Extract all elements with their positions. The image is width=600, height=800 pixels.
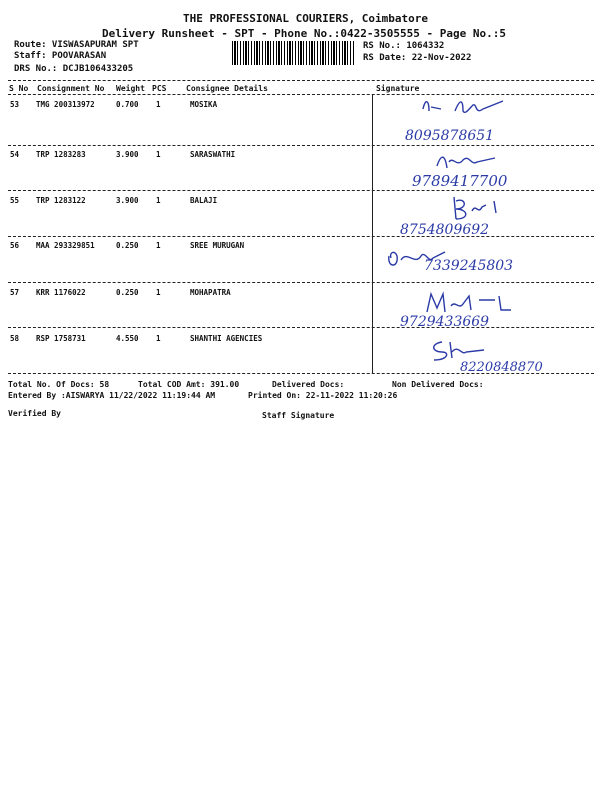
row-sno: 53 (10, 100, 20, 109)
row-sno: 56 (10, 241, 20, 250)
row-weight: 0.250 (116, 288, 139, 297)
row-sno: 54 (10, 150, 20, 159)
barcode (232, 41, 354, 65)
staff-signature: Staff Signature (262, 411, 335, 420)
row-weight: 4.550 (116, 334, 139, 343)
row-separator (8, 282, 594, 283)
header-top-rule (8, 80, 594, 81)
handwritten-signature (415, 95, 505, 123)
row-pcs: 1 (156, 100, 161, 109)
row-weight: 0.700 (116, 100, 139, 109)
handwritten-signature (448, 195, 528, 221)
row-separator (8, 145, 594, 146)
handwritten-phone: 7339245803 (424, 258, 514, 274)
entered-by: Entered By :AISWARYA 11/22/2022 11:19:44 AM (8, 391, 216, 400)
handwritten-phone: 9789417700 (412, 172, 508, 190)
row-pcs: 1 (156, 288, 161, 297)
row-consignee: MOSIKA (190, 100, 218, 109)
total-cod: Total COD Amt: 391.00 (138, 380, 240, 389)
row-pcs: 1 (156, 334, 161, 343)
handwritten-phone: 9729433669 (400, 314, 490, 330)
drs-number: DRS No.: DCJB106433205 (14, 64, 134, 74)
row-pcs: 1 (156, 241, 161, 250)
row-consignment: KRR 1176022 (36, 288, 86, 297)
handwritten-signature (435, 150, 525, 174)
row-consignment: TRP 1283283 (36, 150, 86, 159)
handwritten-signature (428, 338, 488, 362)
col-signature: Signature (376, 84, 420, 93)
runsheet-subtitle: Delivery Runsheet - SPT - Phone No.:0422-3505555 - Page No.:5 (102, 27, 506, 40)
row-sno: 55 (10, 196, 20, 205)
company-title: THE PROFESSIONAL COURIERS, Coimbatore (183, 12, 429, 25)
handwritten-signature (425, 290, 525, 314)
row-consignment: MAA 293329851 (36, 241, 95, 250)
row-sno: 57 (10, 288, 20, 297)
total-docs: Total No. Of Docs: 58 (8, 380, 110, 389)
col-sno: S No (9, 84, 29, 93)
row-consignee: SREE MURUGAN (190, 241, 245, 250)
row-consignee: MOHAPATRA (190, 288, 231, 297)
handwritten-phone: 8220848870 (460, 360, 543, 375)
row-consignment: TRP 1283122 (36, 196, 86, 205)
row-consignee: BALAJI (190, 196, 218, 205)
row-pcs: 1 (156, 150, 161, 159)
printed-on: Printed On: 22-11-2022 11:20:26 (248, 391, 398, 400)
staff-text: Staff: POOVARASAN (14, 51, 107, 61)
row-weight: 0.250 (116, 241, 139, 250)
row-separator (8, 327, 594, 328)
row-pcs: 1 (156, 196, 161, 205)
row-separator (8, 190, 594, 191)
non-delivered-docs: Non Delivered Docs: (392, 380, 484, 389)
row-consignment: RSP 1758731 (36, 334, 86, 343)
row-sno: 58 (10, 334, 20, 343)
col-consignee: Consignee Details (186, 84, 268, 93)
row-consignment: TMG 200313972 (36, 100, 95, 109)
col-pcs: PCS (152, 84, 167, 93)
handwritten-phone: 8754809692 (400, 222, 490, 238)
row-weight: 3.900 (116, 196, 139, 205)
route-text: Route: VISWASAPURAM SPT (14, 40, 139, 50)
rs-number: RS No.: 1064332 (363, 41, 445, 51)
col-consignment: Consignment No (37, 84, 105, 93)
row-weight: 3.900 (116, 150, 139, 159)
row-consignee: SHANTHI AGENCIES (190, 334, 263, 343)
rs-date: RS Date: 22-Nov-2022 (363, 53, 472, 63)
header-bottom-rule (8, 94, 594, 95)
handwritten-phone: 8095878651 (405, 128, 495, 144)
row-separator (8, 236, 594, 237)
delivered-docs: Delivered Docs: (272, 380, 345, 389)
col-weight: Weight (116, 84, 145, 93)
signature-column-line (372, 95, 373, 373)
row-consignee: SARASWATHI (190, 150, 236, 159)
verified-by: Verified By (8, 409, 61, 418)
